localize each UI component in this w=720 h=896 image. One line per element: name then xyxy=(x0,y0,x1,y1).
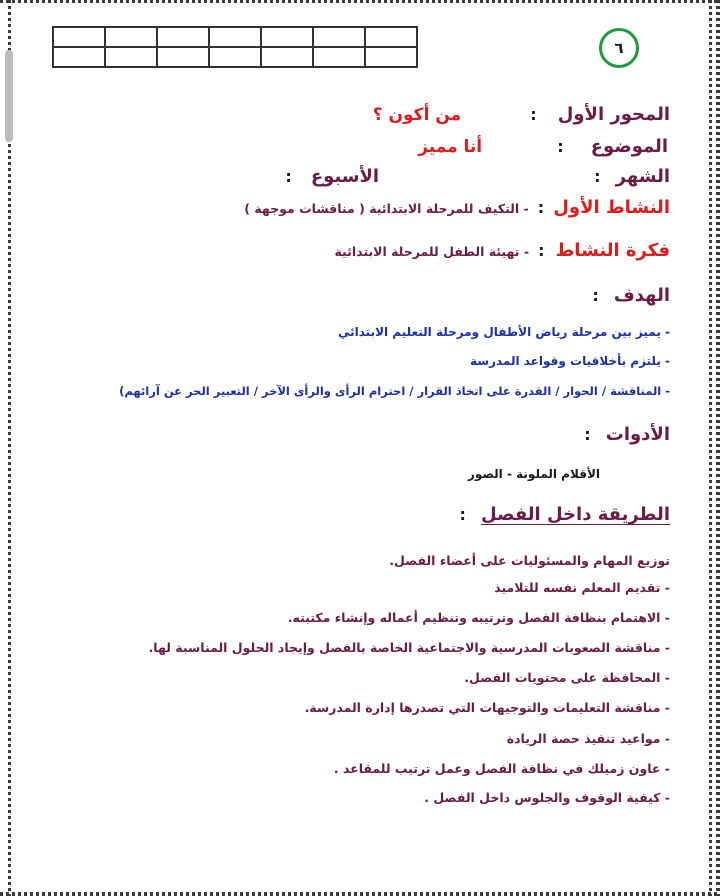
tools-items: الأقلام الملونة - الصور xyxy=(467,467,600,481)
idea-value: - تهيئة الطفل للمرحلة الابتدائية xyxy=(334,244,530,259)
goal-item: - يلتزم بأخلاقيات وقواعد المدرسة xyxy=(469,354,670,368)
page-border-bottom xyxy=(0,892,720,896)
goal-label: الهدف xyxy=(613,285,670,306)
grid-cell xyxy=(365,47,417,67)
method-item: - مواعيد تنفيذ حصة الريادة xyxy=(506,731,670,746)
topic-label: الموضوع xyxy=(590,136,668,157)
week-label: الأسبوع xyxy=(310,166,380,187)
goal-heading: الهدف : xyxy=(592,285,670,306)
activity-row: النشاط الأول : - التكيف للمرحلة الابتدائية ( مناقشات موجهة ) xyxy=(244,197,670,218)
header-grid xyxy=(52,26,418,68)
page-border-top xyxy=(0,0,720,3)
grid-cell xyxy=(313,47,365,67)
grid-cell xyxy=(157,47,209,67)
goal-item: - يميز بين مرحلة رياض الأطفال ومرحلة التعليم الابتدائي xyxy=(337,325,670,339)
month-row: الشهر : الأسبوع : xyxy=(285,166,670,187)
method-item: - عاون زميلك في نظافة الفصل وعمل ترتيب للمقاعد . xyxy=(333,761,670,776)
scrollbar-thumb[interactable] xyxy=(5,50,13,142)
method-item: - المحافظة على محتويات الفصل. xyxy=(464,670,670,685)
axis-value: من أكون ؟ xyxy=(372,105,462,125)
grid-cell xyxy=(53,47,105,67)
method-item: - الاهتمام بنظافة الفصل وترتيبه وتنظيم أعماله وإنشاء مكتبته. xyxy=(287,610,670,625)
axis-label: المحور الأول xyxy=(557,104,670,125)
method-item: - مناقشة التعليمات والتوجيهات التي تصدرها إدارة المدرسة. xyxy=(304,700,670,715)
topic-value: أنا مميز xyxy=(418,137,483,157)
grid-cell xyxy=(261,47,313,67)
tools-label: الأدوات xyxy=(605,424,670,445)
page-border-right xyxy=(716,0,720,896)
grid-cell xyxy=(313,27,365,47)
page-border-right-inner xyxy=(709,0,712,896)
activity-label: النشاط الأول xyxy=(553,197,670,218)
goal-item: - المناقشة / الحوار / القدرة على اتخاذ القرار / احترام الرأى والرأى الآخر / التعبير الحر عن آرائهم) xyxy=(119,384,670,398)
method-item: - كيفية الوقوف والجلوس داخل الفصل . xyxy=(424,790,670,805)
grid-cell xyxy=(261,27,313,47)
page-number-badge: ٦ xyxy=(599,28,639,68)
idea-row: فكرة النشاط : - تهيئة الطفل للمرحلة الابتدائية xyxy=(334,240,670,261)
grid-cell xyxy=(365,27,417,47)
method-item: توزيع المهام والمسئوليات على أعضاء الفصل. xyxy=(389,553,670,568)
grid-cell xyxy=(105,27,157,47)
month-label: الشهر xyxy=(615,166,670,187)
method-item: - مناقشة الصعوبات المدرسية والاجتماعية الخاصة بالفصل وإيجاد الحلول المناسبة لها. xyxy=(148,640,670,655)
activity-value: - التكيف للمرحلة الابتدائية ( مناقشات موجهة ) xyxy=(244,201,529,216)
method-heading: الطريقة داخل الفصل : xyxy=(459,504,670,525)
axis-row: المحور الأول : من أكون ؟ xyxy=(372,104,670,125)
grid-cell xyxy=(157,27,209,47)
method-label: الطريقة داخل الفصل xyxy=(481,504,670,525)
topic-row: الموضوع : أنا مميز xyxy=(418,136,668,157)
idea-label: فكرة النشاط xyxy=(555,240,670,261)
grid-cell xyxy=(209,47,261,67)
grid-cell xyxy=(53,27,105,47)
method-item: - تقديم المعلم نفسه للتلاميذ xyxy=(494,580,670,595)
grid-cell xyxy=(209,27,261,47)
tools-heading: الأدوات : xyxy=(584,424,670,445)
grid-cell xyxy=(105,47,157,67)
